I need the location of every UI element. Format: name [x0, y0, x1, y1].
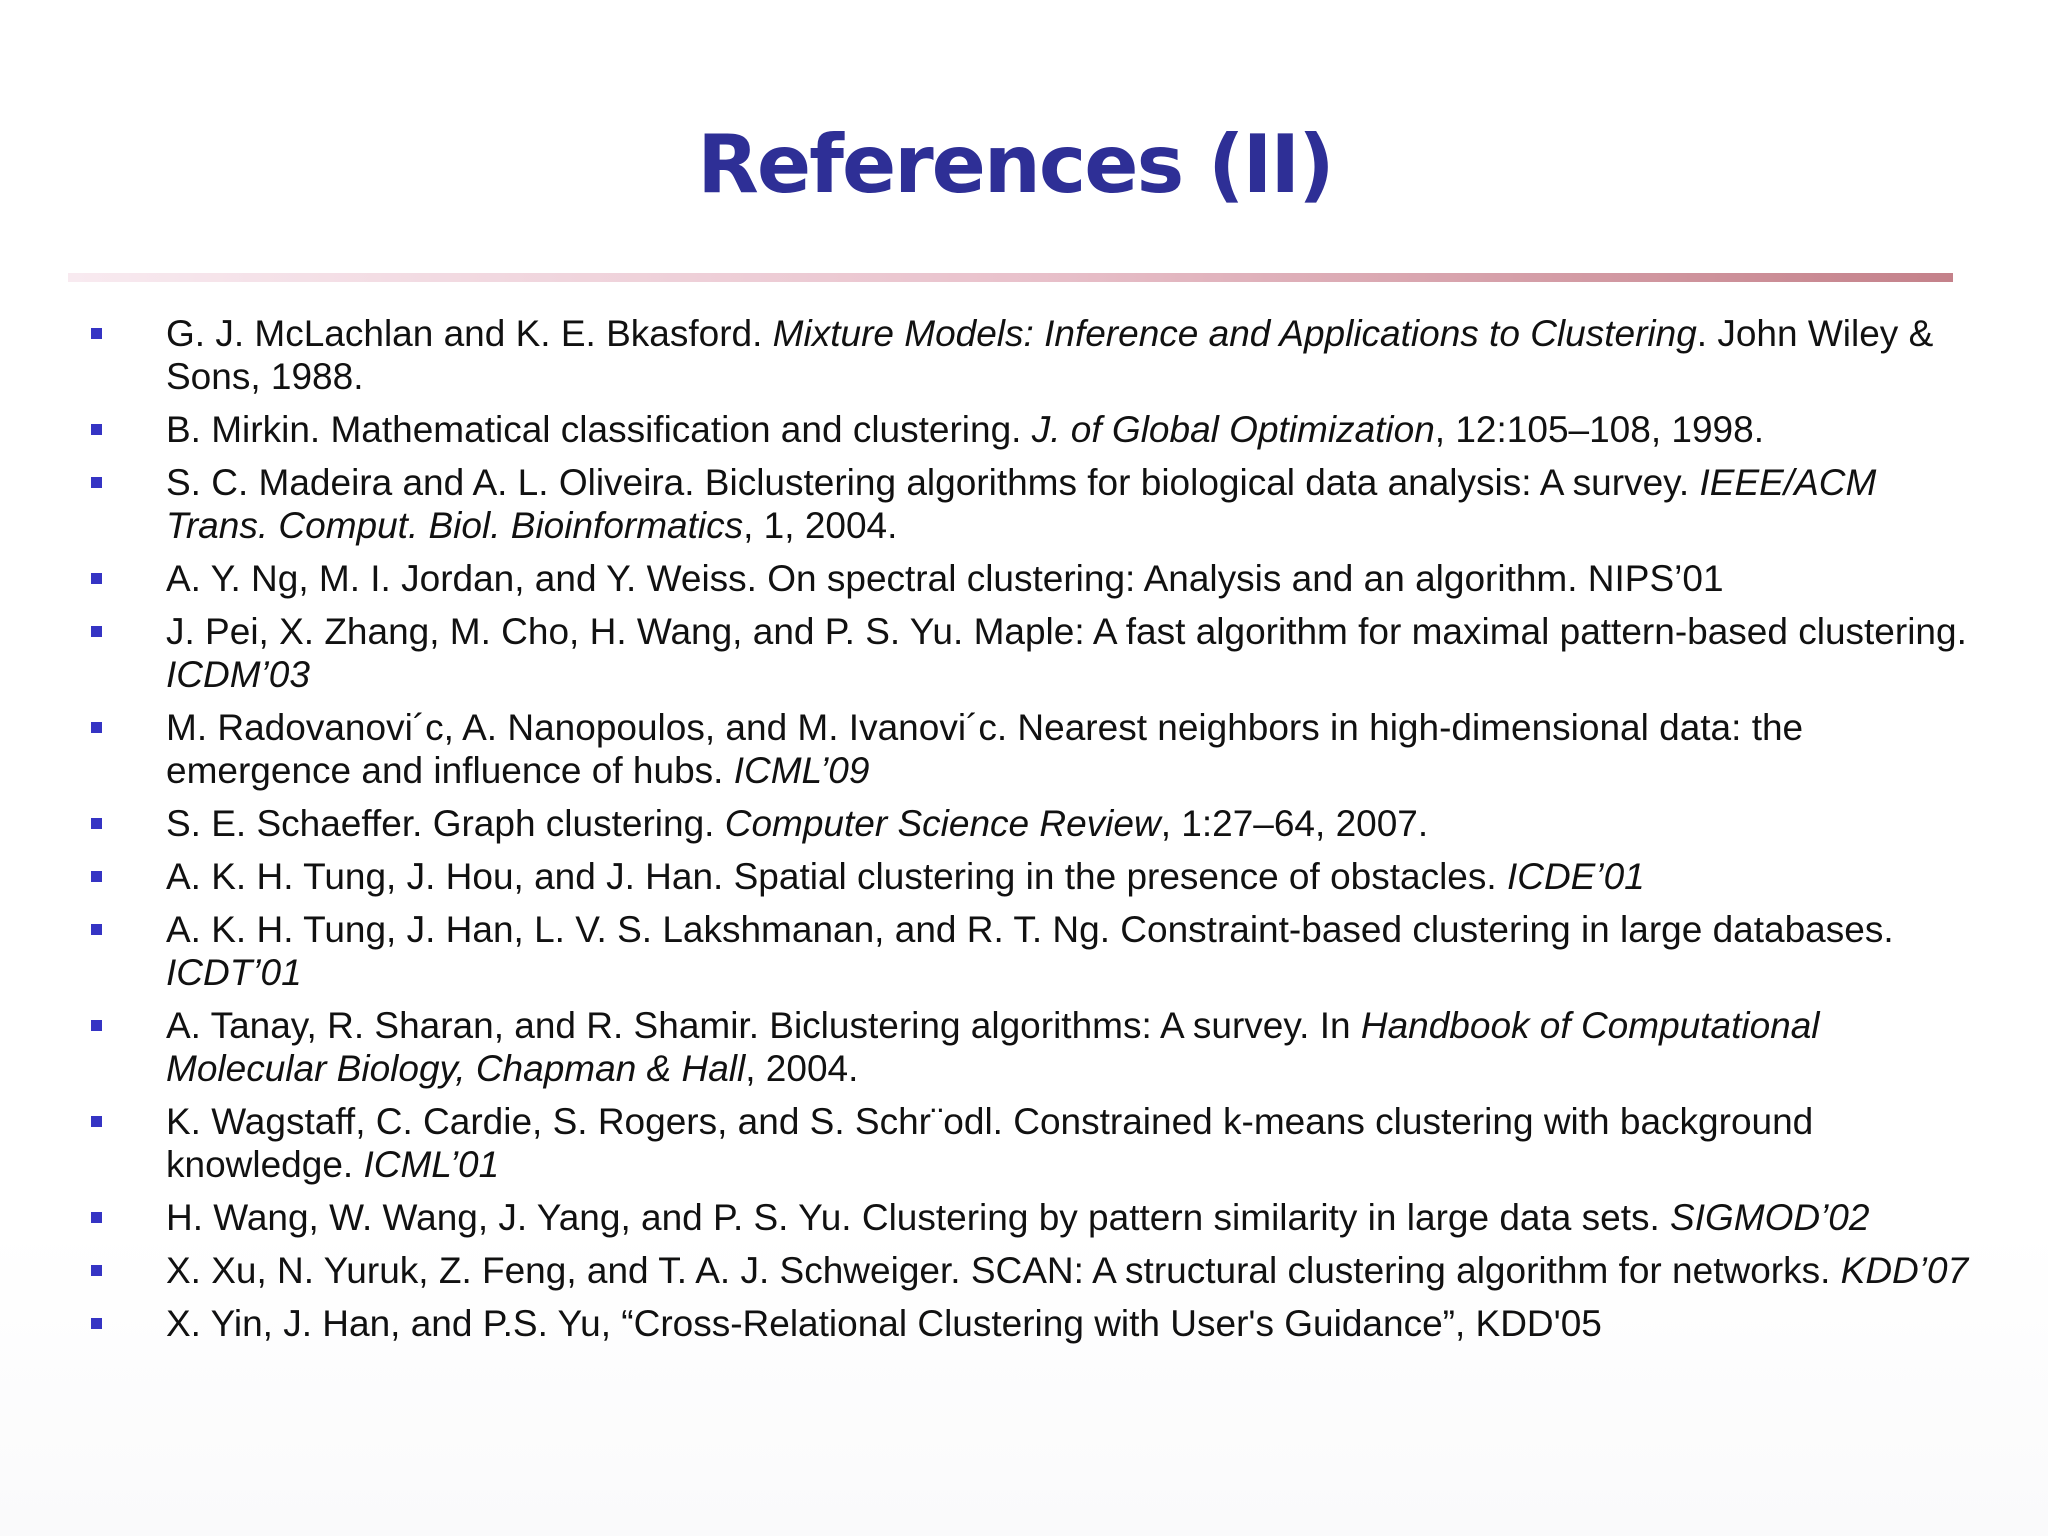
reference-venue: Computer Science Review [724, 803, 1161, 844]
reference-text: K. Wagstaff, C. Cardie, S. Rogers, and S. Schr¨odl. Constrained k-means clustering with background knowledge. [166, 1101, 1814, 1185]
reference-item [88, 802, 1988, 845]
square-bullet-icon [91, 722, 102, 733]
reference-details: , 12:105–108, 1998. [1434, 409, 1764, 450]
square-bullet-icon [91, 328, 102, 339]
reference-list [88, 312, 1988, 1355]
reference-item [88, 557, 1988, 600]
square-bullet-icon [91, 1020, 102, 1031]
title-divider [68, 273, 1953, 282]
square-bullet-icon [91, 1318, 102, 1329]
reference-item [88, 1249, 1988, 1292]
reference-text: X. Yin, J. Han, and P.S. Yu, “Cross-Relational Clustering with User's Guidance”, KDD'05 [166, 1303, 1602, 1344]
square-bullet-icon [91, 477, 102, 488]
reference-venue: KDD’07 [1840, 1250, 1969, 1291]
reference-text: A. K. H. Tung, J. Hou, and J. Han. Spatial clustering in the presence of obstacles. [166, 856, 1507, 897]
square-bullet-icon [91, 818, 102, 829]
square-bullet-icon [91, 1265, 102, 1276]
reference-venue: Mixture Models: Inference and Applications to Clustering [772, 313, 1697, 354]
reference-item [88, 1302, 1988, 1345]
reference-text: A. K. H. Tung, J. Han, L. V. S. Lakshmanan, and R. T. Ng. Constraint-based clustering in large databases. [166, 909, 1894, 950]
reference-text: A. Tanay, R. Sharan, and R. Shamir. Biclustering algorithms: A survey. In [166, 1005, 1361, 1046]
reference-item [88, 610, 1988, 696]
reference-details: . John Wiley & Sons, 1988. [166, 313, 1934, 397]
reference-venue: ICML’01 [363, 1144, 500, 1185]
reference-venue: ICDE’01 [1506, 856, 1645, 897]
reference-item [88, 855, 1988, 898]
square-bullet-icon [91, 1212, 102, 1223]
square-bullet-icon [91, 573, 102, 584]
reference-text: X. Xu, N. Yuruk, Z. Feng, and T. A. J. Schweiger. SCAN: A structural clustering algorithm for networks. [166, 1250, 1841, 1291]
reference-venue: ICDT’01 [166, 952, 302, 993]
reference-details: , 2004. [745, 1048, 859, 1089]
reference-text: G. J. McLachlan and K. E. Bkasford. [166, 313, 773, 354]
reference-venue: Handbook of Computational Molecular Biology, Chapman & Hall [166, 1005, 1820, 1089]
reference-venue: ICML’09 [733, 750, 870, 791]
reference-text: J. Pei, X. Zhang, M. Cho, H. Wang, and P. S. Yu. Maple: A fast algorithm for maximal pattern-based clustering. [166, 611, 1967, 652]
reference-item [88, 312, 1988, 398]
reference-details: , 1, 2004. [743, 505, 898, 546]
reference-venue: ICDM’03 [166, 654, 310, 695]
slide-title: References (II) [697, 118, 1333, 211]
reference-item [88, 461, 1988, 547]
reference-details: , 1:27–64, 2007. [1160, 803, 1429, 844]
reference-text: H. Wang, W. Wang, J. Yang, and P. S. Yu. Clustering by pattern similarity in large data sets. [166, 1197, 1671, 1238]
reference-venue: IEEE/ACM Trans. Comput. Biol. Bioinformatics [166, 462, 1877, 546]
square-bullet-icon [91, 871, 102, 882]
reference-text: S. C. Madeira and A. L. Oliveira. Biclustering algorithms for biological data analysis: A survey. [166, 462, 1700, 503]
reference-text: A. Y. Ng, M. I. Jordan, and Y. Weiss. On spectral clustering: Analysis and an algorithm. NIPS’01 [166, 558, 1724, 599]
square-bullet-icon [91, 924, 102, 935]
reference-text: M. Radovanovi´c, A. Nanopoulos, and M. Ivanovi´c. Nearest neighbors in high-dimensional data: the emergence and influence of hubs. [166, 707, 1804, 791]
reference-text: B. Mirkin. Mathematical classification and clustering. [166, 409, 1032, 450]
reference-item [88, 908, 1988, 994]
reference-item [88, 1100, 1988, 1186]
square-bullet-icon [91, 1116, 102, 1127]
reference-text: S. E. Schaeffer. Graph clustering. [166, 803, 725, 844]
reference-venue: SIGMOD’02 [1670, 1197, 1870, 1238]
reference-item [88, 1196, 1988, 1239]
reference-item [88, 706, 1988, 792]
square-bullet-icon [91, 424, 102, 435]
square-bullet-icon [91, 626, 102, 637]
reference-item [88, 408, 1988, 451]
reference-venue: J. of Global Optimization [1031, 409, 1435, 450]
reference-item [88, 1004, 1988, 1090]
